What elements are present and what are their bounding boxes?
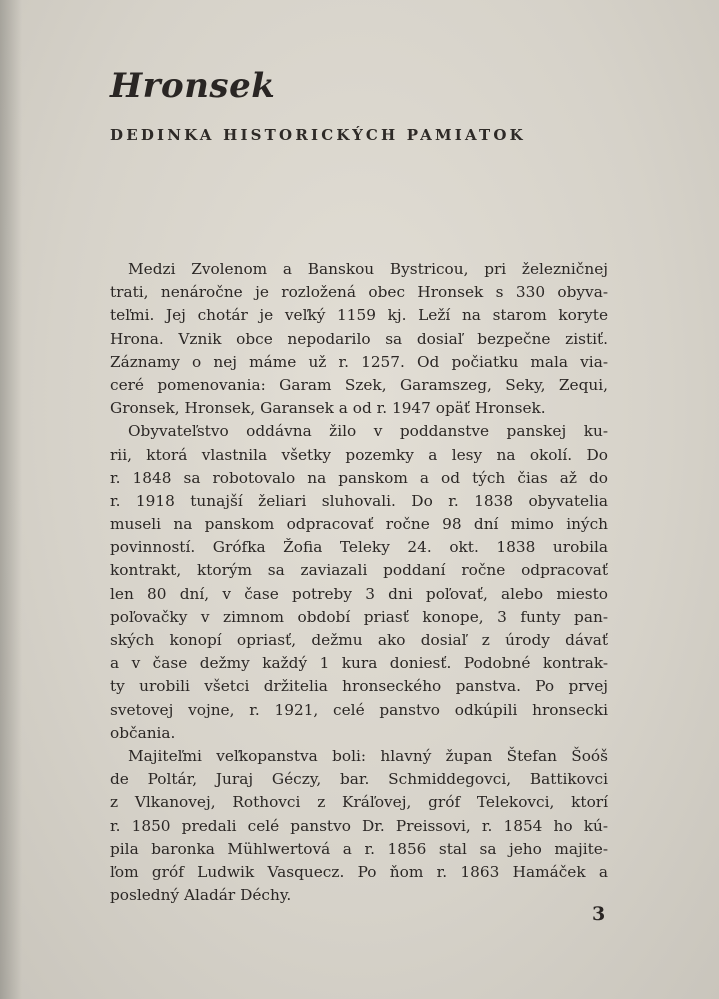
text-line: trati, nenáročne je rozložená obec Hronsek s 330 obyva-: [110, 283, 608, 302]
text-line: Hrona. Vznik obce nepodarilo sa dosiaľ bezpečne zistiť.: [110, 329, 608, 348]
text-line: teľmi. Jej chotár je veľký 1159 kj. Leží na starom koryte: [110, 306, 608, 325]
text-line: svetovej vojne, r. 1921, celé panstvo odkúpili hronsecki: [110, 700, 608, 719]
text-line: a v čase dežmy každý 1 kura doniesť. Podobné kontrak-: [110, 654, 608, 673]
text-line: Gronsek, Hronsek, Garansek a od r. 1947 opäť Hronsek.: [110, 399, 546, 418]
text-line: len 80 dní, v čase potreby 3 dni poľovať, alebo miesto: [110, 584, 608, 603]
text-line: ty urobili všetci držitelia hronseckého panstva. Po prvej: [110, 677, 608, 696]
text-line: r. 1918 tunajší želiari sluhovali. Do r. 1838 obyvatelia: [110, 491, 608, 510]
paragraph: [110, 745, 608, 907]
text-line: posledný Aladár Déchy.: [110, 886, 292, 905]
paragraph: [110, 420, 608, 745]
text-line: Majiteľmi veľkopanstva boli: hlavný župan Štefan Šoóš: [128, 746, 608, 765]
text-line: ľom gróf Ludwik Vasquecz. Po ňom r. 1863 Hamáček a: [110, 862, 608, 881]
body-text: [110, 258, 608, 907]
text-line: občania.: [110, 723, 176, 742]
text-line: Obyvateľstvo oddávna žilo v poddanstve panskej ku-: [128, 422, 608, 441]
text-line: z Vlkanovej, Rothovci z Kráľovej, gróf Telekovci, ktorí: [110, 793, 608, 812]
page-title: Hronsek: [110, 66, 276, 106]
text-line: poľovačky v zimnom období priasť konope, 3 funty pan-: [110, 607, 608, 626]
paragraph: [110, 258, 608, 420]
text-line: kontrakt, ktorým sa zaviazali poddaní ročne odpracovať: [110, 561, 608, 580]
text-line: museli na panskom odpracovať ročne 98 dní mimo iných: [110, 515, 608, 534]
text-line: de Poltár, Juraj Géczy, bar. Schmiddegovci, Battikovci: [110, 770, 608, 789]
page-number: 3: [592, 903, 606, 925]
text-line: ských konopí opriasť, dežmu ako dosiaľ z úrody dávať: [110, 631, 608, 649]
page-edge-shadow: [0, 0, 22, 999]
text-line: r. 1850 predali celé panstvo Dr. Preissovi, r. 1854 ho kú-: [110, 816, 608, 835]
text-line: rii, ktorá vlastnila všetky pozemky a lesy na okolí. Do: [110, 445, 608, 464]
page-subtitle: DEDINKA HISTORICKÝCH PAMIATOK: [110, 126, 526, 144]
text-line: Medzi Zvolenom a Banskou Bystricou, pri železničnej: [128, 260, 608, 278]
text-line: Záznamy o nej máme už r. 1257. Od počiatku mala via-: [110, 352, 608, 371]
text-line: povinností. Grófka Žofia Teleky 24. okt. 1838 urobila: [110, 538, 608, 557]
text-line: r. 1848 sa robotovalo na panskom a od tých čias až do: [110, 468, 608, 487]
text-line: ceré pomenovania: Garam Szek, Garamszeg, Seky, Zequi,: [110, 375, 608, 394]
text-line: pila baronka Mühlwertová a r. 1856 stal sa jeho majite-: [110, 839, 608, 858]
